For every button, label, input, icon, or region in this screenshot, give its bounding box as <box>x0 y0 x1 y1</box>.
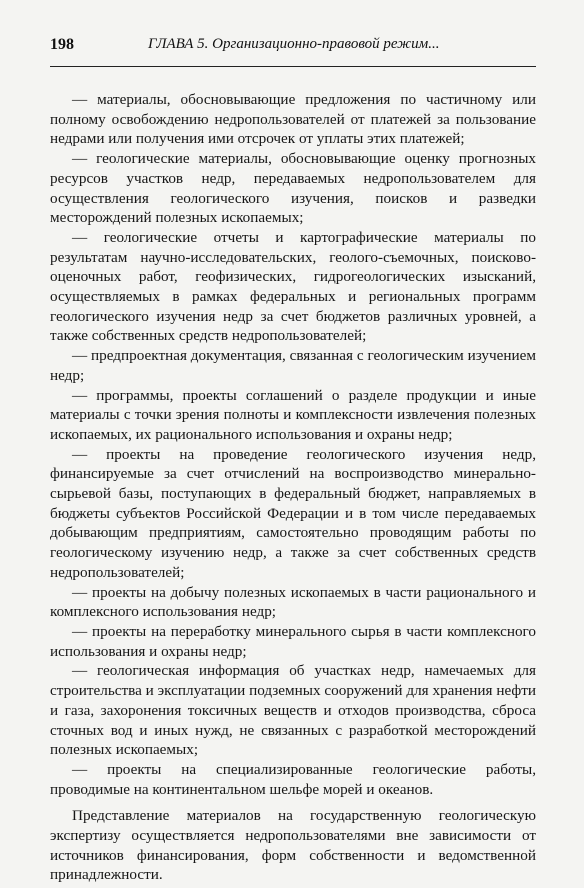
list-item-shelf-works: — проекты на специализированные геологические работы, проводимые на континентальном шельфе морей и океанов. <box>50 760 536 798</box>
list-item-production-sharing: — программы, проекты соглашений о разделе продукции и иные материалы с точки зрения полноты и комплексности извлечения полезных ископаемых, их рационального использования и охраны недр; <box>50 386 536 443</box>
list-item-forecast-resources: — геологические материалы, обосновывающие оценку прогнозных ресурсов участков недр, передаваемых недропользователем для осуществления геологического изучения, поисков и разведки месторождений полезных ископаемых; <box>50 150 536 227</box>
list-item-materials-exemption: — материалы, обосновывающие предложения по частичному или полному освобождению недропользователей от платежей за пользование недрами или получения ими отсрочек от уплаты этих платежей; <box>50 91 536 148</box>
chapter-title: ГЛАВА 5. Организационно-правовой режим... <box>148 36 440 52</box>
list-item-processing-projects: — проекты на переработку минерального сырья в части комплексного использования и охраны недр; <box>50 622 536 660</box>
list-item-extraction-projects: — проекты на добычу полезных ископаемых в части рационального и комплексного использования недр; <box>50 583 536 621</box>
concluding-paragraph: Представление материалов на государственную геологическую экспертизу осуществляется недропользователями вне зависимости от источников финансирования, форм собственности и ведомственной принадлежности. <box>50 807 536 884</box>
list-item-geological-reports: — геологические отчеты и картографические материалы по результатам научно-исследовательских, геолого-съемочных, поисково-оценочных работ, геофизических, гидрогеологических изысканий, осуществляемых в рамках федеральных и региональных программ геологического изучения недр за счет бюджетов различных уровней, а также собственных средств недропользователей; <box>50 228 536 345</box>
list-item-underground-storage: — геологическая информация об участках недр, намечаемых для строительства и эксплуатации подземных сооружений для хранения нефти и газа, захоронения токсичных веществ и отходов производства, сброса сточных вод и иных нужд, не связанных с разработкой месторождений полезных ископаемых; <box>50 662 536 759</box>
list-item-preproject-documentation: — предпроектная документация, связанная с геологическим изучением недр; <box>50 347 536 384</box>
header-divider <box>50 66 536 67</box>
page-number: 198 <box>50 36 74 53</box>
body-text <box>50 90 536 885</box>
list-item-exploration-projects: — проекты на проведение геологического изучения недр, финансируемые за счет отчислений на воспроизводство минерально-сырьевой базы, поступающих в федеральный бюджет, направляемых в бюджеты субъектов Российской Федерации и в том числе передаваемых добывающим предприятиям, самостоятельно проводящим работы по геологическому изучению недр, а также за счет собственных средств недропользователей; <box>50 445 536 581</box>
running-head <box>50 36 536 58</box>
